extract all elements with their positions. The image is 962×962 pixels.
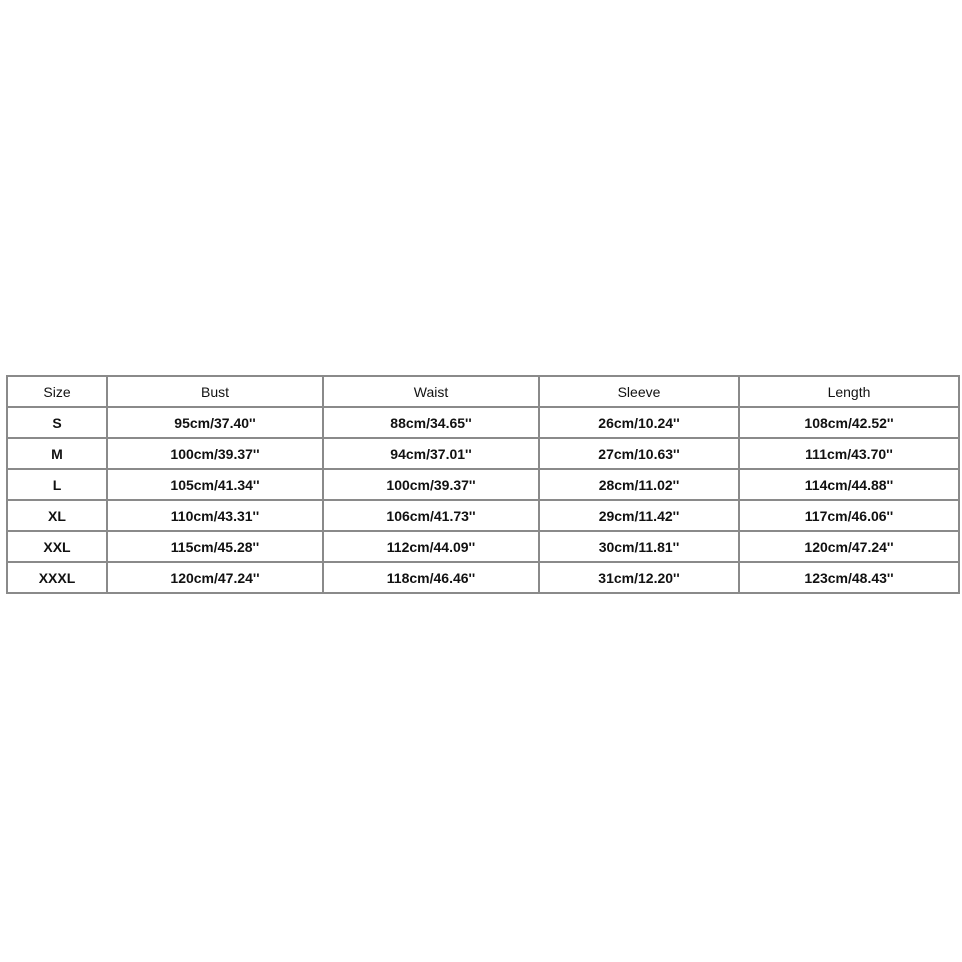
cell-bust: 110cm/43.31'' [108,501,324,532]
cell-length: 120cm/47.24'' [740,532,958,563]
cell-sleeve: 30cm/11.81'' [540,532,740,563]
cell-length: 111cm/43.70'' [740,439,958,470]
cell-waist: 112cm/44.09'' [324,532,540,563]
cell-waist: 106cm/41.73'' [324,501,540,532]
table-row [8,470,958,501]
cell-bust: 120cm/47.24'' [108,563,324,592]
table-header-row [8,377,958,408]
cell-length: 123cm/48.43'' [804,569,894,586]
cell-waist: 88cm/34.65'' [324,408,540,439]
cell-waist: 100cm/39.37'' [324,470,540,501]
cell-bust: 105cm/41.34'' [108,470,324,501]
cell-bust: 95cm/37.40'' [108,408,324,439]
table-row [8,439,958,470]
header-length: Length [740,377,958,408]
cell-sleeve: 28cm/11.02'' [540,470,740,501]
header-size: Size [8,377,108,408]
table-row [8,563,958,592]
size-chart-table [6,375,960,594]
cell-sleeve: 26cm/10.24'' [540,408,740,439]
cell-length: 117cm/46.06'' [740,501,958,532]
table-row [8,532,958,563]
cell-size: XL [8,501,108,532]
table-row [8,501,958,532]
cell-waist: 94cm/37.01'' [324,439,540,470]
cell-waist: 118cm/46.46'' [324,563,540,592]
cell-length: 108cm/42.52'' [740,408,958,439]
cell-sleeve: 31cm/12.20'' [540,563,740,592]
cell-sleeve: 29cm/11.42'' [540,501,740,532]
cell-length: 114cm/44.88'' [740,470,958,501]
header-sleeve: Sleeve [540,377,740,408]
cell-size: L [8,470,108,501]
table-row [8,408,958,439]
cell-size: XXL [8,532,108,563]
header-bust: Bust [108,377,324,408]
cell-sleeve: 27cm/10.63'' [540,439,740,470]
cell-size: M [8,439,108,470]
cell-bust: 100cm/39.37'' [108,439,324,470]
cell-size: XXXL [8,563,108,592]
cell-bust: 115cm/45.28'' [108,532,324,563]
header-waist: Waist [324,377,540,408]
cell-size: S [8,408,108,439]
